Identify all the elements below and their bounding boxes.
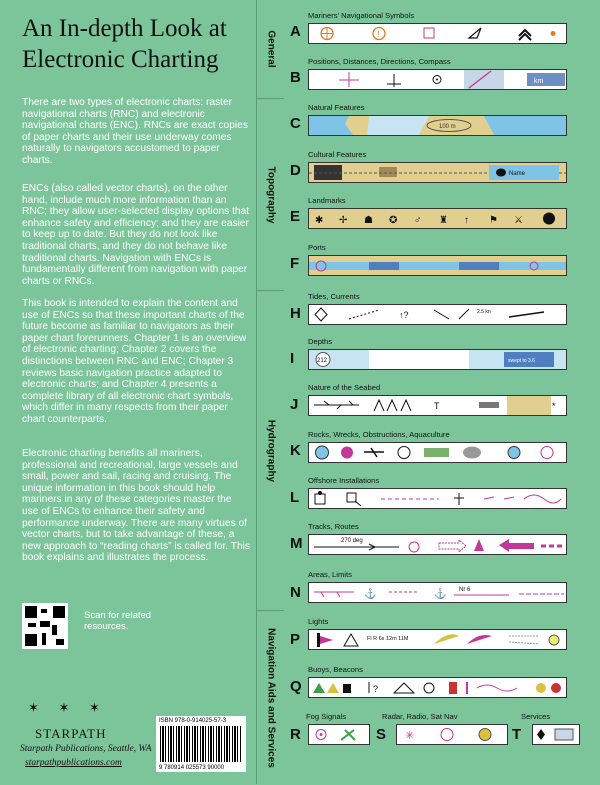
light-characteristic: Fl R 6s 12m 11M [367, 636, 409, 642]
publisher-website[interactable]: starpathpublications.com [25, 758, 122, 768]
publisher-logo [20, 700, 152, 776]
row-label: Tides, Currents [308, 292, 360, 301]
svg-text:✢: ✢ [339, 215, 348, 226]
row-label-s: Radar, Radio, Sat Nav [382, 712, 458, 721]
symbol-strip-i [308, 349, 567, 370]
row-label: Ports [308, 243, 326, 252]
svg-text:*: * [552, 401, 556, 411]
course-label: 270 deg [341, 538, 363, 544]
symbol-strip-h [308, 304, 567, 325]
symbol-strip-r [308, 724, 370, 745]
svg-text:⚓: ⚓ [434, 589, 447, 600]
row-label: Mariners' Navigational Symbols [308, 11, 415, 20]
publisher-line: Starpath Publications, Seattle, WA [20, 744, 152, 754]
back-cover-left [0, 0, 256, 784]
name-label: Name [509, 171, 526, 177]
svg-text:☗: ☗ [364, 215, 373, 226]
publisher-name: STARPATH [35, 726, 107, 741]
row-letter: H [290, 305, 301, 322]
row-label: Offshore Installations [308, 476, 380, 485]
section-topography: Topography [257, 98, 285, 291]
symbol-strip-l [308, 488, 567, 509]
row-letter: K [290, 442, 301, 459]
svg-text:✪: ✪ [389, 215, 398, 226]
row-letter: J [290, 396, 299, 413]
row-label: Landmarks [308, 196, 346, 205]
row-label: Depths [308, 337, 333, 346]
symbol-strip-p [308, 629, 567, 650]
paragraph-2: ENCs (also called vector charts), on the other hand, include much more information than an RNC; they allow user-selected display options that enhance safety and efficiency; and they are easier to keep up to date. But they do not look like traditional charts, and they do not behave like traditional charts. Navigation with ENCs is fundamentally different from navigation with paper charts or RNCs. [22, 183, 250, 287]
row-letter: N [290, 584, 301, 601]
row-letter: P [290, 631, 301, 648]
row-letter: F [290, 255, 300, 272]
svg-text:⚑: ⚑ [489, 215, 498, 226]
rate-label: 2.5 kn [477, 309, 491, 315]
symbol-strip-f [308, 255, 567, 276]
row-label: Cultural Features [308, 150, 367, 159]
symbol-strip-d [308, 162, 567, 183]
depth-value: 212 [317, 358, 328, 364]
row-label: Buoys, Beacons [308, 665, 363, 674]
note-label: Nr 6 [459, 587, 471, 593]
svg-text:⚓: ⚓ [364, 589, 377, 600]
svg-text:♂: ♂ [414, 215, 422, 226]
row-label-r: Fog Signals [306, 712, 347, 721]
km-label: km [534, 78, 544, 85]
symbol-strip-j [308, 395, 567, 416]
svg-text:↑?: ↑? [399, 310, 409, 320]
svg-text:T: T [434, 401, 440, 411]
section-general: General [265, 30, 277, 68]
paragraph-3: This book is intended to explain the content and use of ENCs so that these important charts of the future become as familiar to navigators as their paper chart forerunners. Chapter 1 is an overview of electronic charting; Chapter 2 covers the distinctions between RNC and ENC; Chapter 3 reviews basic navigation practice adapted to electronic charts; and Chapter 4 presents a complete library of all electronic chart symbols, which differ in many respects from their paper chart counterparts. [22, 298, 247, 425]
svg-text:✳: ✳ [405, 730, 415, 742]
book-title: An In-depth Look at Electronic Charting [22, 15, 227, 73]
depth-label: 100 m [439, 124, 456, 130]
svg-text:!: ! [377, 29, 380, 39]
row-letter: M [290, 535, 303, 552]
row-label: Natural Features [308, 103, 365, 112]
row-letter: E [290, 208, 301, 225]
section-hydrography: Hydrography [257, 290, 285, 611]
row-letter: D [290, 162, 301, 179]
row-label: Areas, Limits [308, 570, 352, 579]
svg-text:✱: ✱ [315, 215, 324, 226]
svg-text:↑: ↑ [464, 215, 469, 226]
symbol-strip-q [308, 677, 567, 698]
symbol-strip-c [308, 115, 567, 136]
qr-code[interactable] [22, 603, 68, 649]
paragraph-1: There are two types of electronic charts: raster navigational charts (RNC) and electronic navigational charts (ENC). RNCs are exact copies of paper charts and their use underway comes naturally to navigators accustomed to paper charts. [22, 97, 248, 166]
row-letter-r: R [290, 726, 301, 743]
row-label: Rocks, Wrecks, Obstructions, Aquaculture [308, 430, 450, 439]
qr-note: Scan for related resources. [84, 610, 152, 632]
symbol-strip-a [308, 23, 567, 44]
symbol-index [284, 0, 600, 784]
svg-text:♜: ♜ [439, 215, 448, 226]
row-label: Lights [308, 617, 329, 626]
star-icon: ✶ ✶ ✶ [28, 700, 108, 715]
row-letter: Q [290, 678, 302, 695]
row-letter: B [290, 69, 301, 86]
symbol-strip-e [308, 208, 567, 229]
symbol-strip-t [532, 724, 580, 745]
symbol-strip-s [396, 724, 508, 745]
row-label-t: Services [521, 712, 551, 721]
row-letter: I [290, 350, 295, 367]
row-letter-t: T [512, 726, 522, 743]
section-navigation-aids: Navigation Aids and Services [257, 610, 285, 785]
row-letter: C [290, 115, 301, 132]
row-label: Positions, Distances, Directions, Compass [308, 57, 451, 66]
row-letter-s: S [376, 726, 387, 743]
symbol-strip-k [308, 442, 567, 463]
swept-label: swept to 3.6 [508, 358, 535, 364]
barcode-bars [160, 726, 242, 762]
row-letter: L [290, 489, 300, 506]
barcode [156, 716, 246, 772]
isbn-text: ISBN 978-0-914025-57-3 [159, 718, 227, 724]
row-letter: A [290, 23, 301, 40]
symbol-strip-n [308, 582, 567, 603]
barcode-number: 9 780914 025573 90000 [159, 765, 225, 771]
section-tabs [256, 0, 285, 784]
svg-text:?: ? [373, 684, 379, 694]
row-label: Tracks, Routes [308, 522, 359, 531]
row-label: Nature of the Seabed [308, 383, 381, 392]
symbol-strip-m [308, 534, 567, 555]
svg-text:⚔: ⚔ [514, 215, 523, 226]
symbol-strip-b [308, 69, 567, 90]
paragraph-4: Electronic charting benefits all mariners, professional and recreational, large vessels and small, power and sail, racing and cruising. The unique information in this book should help mariners in any of these categories master the use of ENCs to enhance their safety and performance underway. There are many virtues of vector charts, but to take advantage of these, a new approach to “reading charts” is called for. This book explains and illustrates the process. [22, 448, 251, 564]
